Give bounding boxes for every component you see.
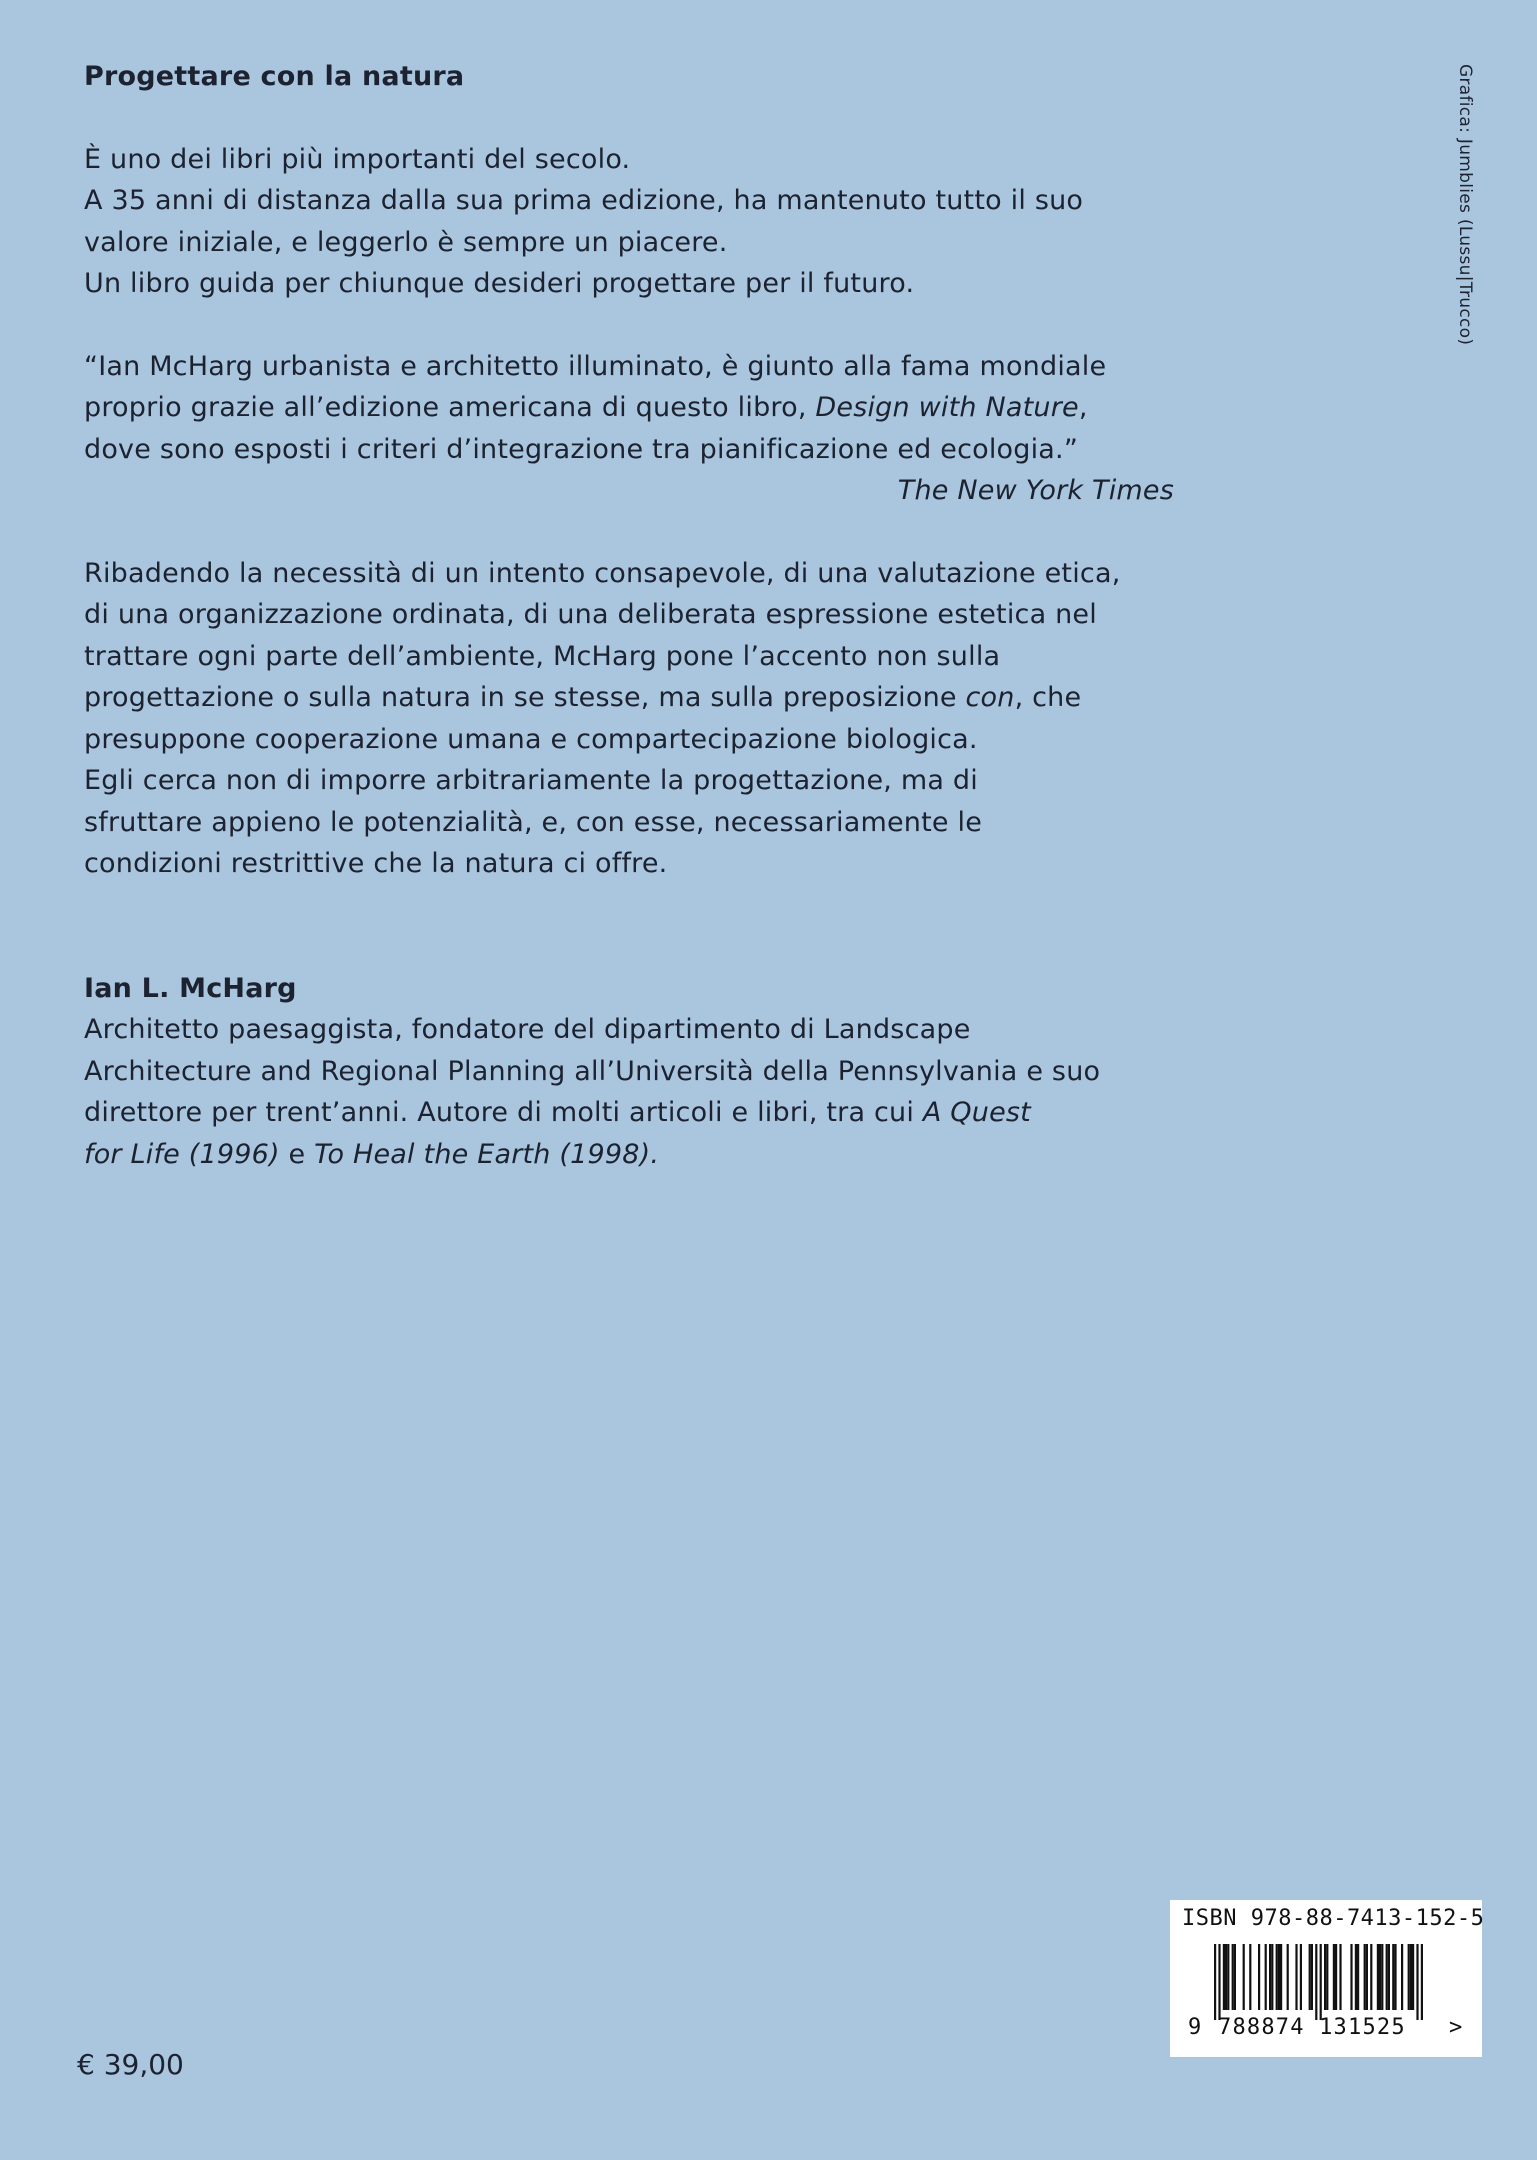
barcode-bar <box>1309 1944 1311 2010</box>
body-line: Egli cerca non di imporre arbitrariamente la progettazione, ma di <box>84 765 978 796</box>
barcode-bar <box>1311 1944 1313 2010</box>
author-bio-line <box>84 1092 1234 1134</box>
barcode-digits: 788874 131525 <box>1218 2015 1406 2040</box>
barcode-bar <box>1388 1944 1390 2010</box>
intro-line: valore iniziale, e leggerlo è sempre un piacere. <box>84 226 728 258</box>
quote-line <box>84 387 1234 429</box>
back-cover-text <box>84 56 1234 1175</box>
spacer <box>84 885 1234 968</box>
barcode-bar <box>1386 1944 1388 2010</box>
spacer <box>84 512 1234 553</box>
spacer <box>84 305 1234 346</box>
emphasis-word: con <box>965 682 1015 713</box>
body-text: progettazione o sulla natura in se stesse, ma sulla preposizione <box>84 682 966 713</box>
author-bio-line <box>84 1134 1234 1176</box>
barcode-bar <box>1287 1944 1289 2010</box>
barcode-bar <box>1364 1944 1366 2010</box>
spacer <box>84 98 1234 139</box>
barcode-bar <box>1214 1944 1216 2020</box>
barcode-lead-digit: 9 <box>1188 2015 1202 2040</box>
book-reference: A Quest <box>922 1097 1031 1128</box>
barcode-bar <box>1300 1944 1302 2010</box>
barcode-bar <box>1333 1944 1335 2010</box>
barcode-bar <box>1280 1944 1282 2010</box>
intro-line: È uno dei libri più importanti del secolo. <box>84 143 631 175</box>
barcode-bar <box>1355 1944 1357 2010</box>
barcode-bar <box>1232 1944 1234 2010</box>
body-line <box>84 677 1234 719</box>
body-line: condizioni restrittive che la natura ci offre. <box>84 848 668 879</box>
book-reference: for Life (1996) <box>84 1138 280 1170</box>
barcode-bar <box>1258 1944 1260 2010</box>
barcode-bar <box>1335 1944 1337 2010</box>
quote-line: “Ian McHarg urbanista e architetto illuminato, è giunto alla fama mondiale <box>84 350 1107 382</box>
author-bio-text: e <box>279 1138 315 1170</box>
barcode-bar <box>1243 1944 1245 2010</box>
barcode-bar <box>1408 1944 1410 2010</box>
barcode-bar <box>1218 1944 1220 2020</box>
barcode-bar <box>1265 1944 1267 2010</box>
author-bio-text: direttore per trent’anni. Autore di molti articoli e libri, tra cui <box>84 1097 923 1128</box>
body-line: sfruttare appieno le potenzialità, e, con esse, necessariamente le <box>84 806 983 838</box>
quoted-book-title: Design with Nature <box>815 392 1079 423</box>
book-reference: To Heal the Earth (1998). <box>314 1138 660 1170</box>
barcode-bar <box>1223 1944 1225 2010</box>
barcode-bar <box>1278 1944 1280 2010</box>
isbn-label: ISBN 978-88-7413-152-5 <box>1182 1906 1485 1931</box>
barcode-bar <box>1339 1944 1341 2010</box>
body-line: trattare ogni parte dell’ambiente, McHarg pone l’accento non sulla <box>84 640 1001 672</box>
intro-line: Un libro guida per chiunque desideri progettare per il futuro. <box>84 268 915 299</box>
barcode-bar <box>1401 1944 1403 2010</box>
intro-line: A 35 anni di distanza dalla sua prima edizione, ha mantenuto tutto il suo <box>84 185 1084 216</box>
quote-line: dove sono esposti i criteri d’integrazione tra pianificazione ed ecologia.” <box>84 433 1079 465</box>
book-title: Progettare con la natura <box>84 61 465 92</box>
barcode-bar <box>1269 1944 1271 2010</box>
barcode-bar <box>1366 1944 1368 2010</box>
barcode-bar <box>1421 1944 1423 2020</box>
quote-text: proprio grazie all’edizione americana di questo libro, <box>84 392 816 423</box>
barcode-bar <box>1225 1944 1227 2010</box>
body-line: di una organizzazione ordinata, di una deliberata espressione estetica nel <box>84 599 1097 630</box>
barcode-bar <box>1227 1944 1229 2010</box>
barcode-bar <box>1357 1944 1359 2010</box>
quote-text: , <box>1078 392 1088 423</box>
barcode-end-mark: > <box>1449 2015 1463 2040</box>
barcode-bar <box>1416 1944 1418 2020</box>
barcode-bar <box>1381 1944 1383 2010</box>
isbn-barcode-box <box>1170 1900 1485 2057</box>
barcode-bar <box>1394 1944 1396 2010</box>
barcode-bar <box>1326 1944 1328 2010</box>
barcode-bar <box>1410 1944 1412 2010</box>
barcode-bar <box>1234 1944 1236 2010</box>
barcode-bar <box>1392 1944 1394 2010</box>
barcode-bar <box>1377 1944 1379 2010</box>
barcode-bar <box>1315 1944 1317 2020</box>
design-credit: Grafica: Jumblies (Lussu|Trucco) <box>1455 64 1475 346</box>
barcode-bar <box>1271 1944 1273 2010</box>
author-bio-line: Architetto paesaggista, fondatore del dipartimento di Landscape <box>84 1014 971 1045</box>
barcode-bar <box>1379 1944 1381 2010</box>
barcode-bar <box>1370 1944 1372 2010</box>
author-name: Ian L. McHarg <box>84 972 297 1004</box>
author-bio-line: Architecture and Regional Planning all’Università della Pennsylvania e suo <box>84 1055 1101 1087</box>
barcode-bar <box>1350 1944 1352 2010</box>
quote-source: The New York Times <box>897 475 1174 506</box>
barcode-bar <box>1412 1944 1414 2010</box>
price: € 39,00 <box>77 2048 184 2081</box>
body-line: Ribadendo la necessità di un intento consapevole, di una valutazione etica, <box>84 557 1121 589</box>
barcode-bar <box>1295 1944 1297 2010</box>
body-line: presuppone cooperazione umana e compartecipazione biologica. <box>84 723 978 755</box>
barcode-bar <box>1324 1944 1326 2010</box>
barcode-bar <box>1249 1944 1251 2010</box>
barcode-bar <box>1320 1944 1322 2020</box>
barcode-bar <box>1276 1944 1278 2010</box>
body-text: , che <box>1014 682 1082 713</box>
barcode <box>1214 1944 1444 2020</box>
